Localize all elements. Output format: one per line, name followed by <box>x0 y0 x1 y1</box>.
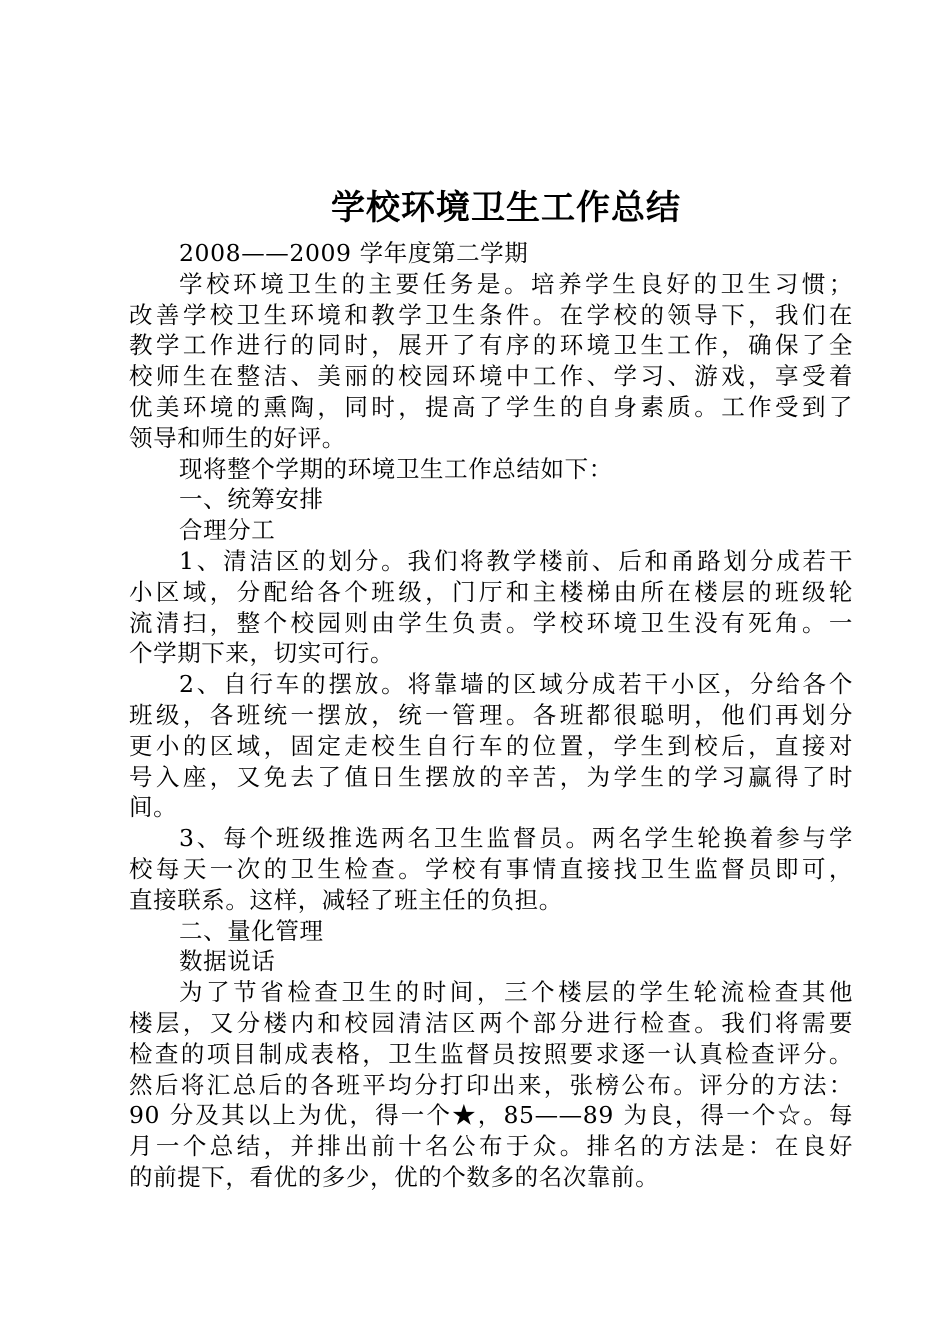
paragraph-line: 2008——2009 学年度第二学期 <box>179 239 529 267</box>
paragraph-line: 校每天一次的卫生检查。学校有事情直接找卫生监督员即可， <box>129 854 853 883</box>
document-body <box>129 238 853 1193</box>
paragraph-line: 楼层，又分楼内和校园清洁区两个部分进行检查。我们将需要 <box>129 1008 853 1037</box>
paragraph-line: 间。 <box>129 793 178 822</box>
paragraph-line: 号入座，又免去了值日生摆放的辛苦，为学生的学习赢得了时 <box>129 762 853 791</box>
paragraph-line: 然后将汇总后的各班平均分打印出来，张榜公布。评分的方法： <box>129 1070 853 1099</box>
paragraph-line: 3、每个班级推选两名卫生监督员。两名学生轮换着参与学 <box>179 824 853 853</box>
paragraph-line: 现将整个学期的环境卫生工作总结如下： <box>179 454 613 483</box>
paragraph-line: 更小的区域，固定走校生自行车的位置，学生到校后，直接对 <box>129 731 853 760</box>
paragraph-line: 流清扫，整个校园则由学生负责。学校环境卫生没有死角。一 <box>129 608 853 637</box>
paragraph-line: 1、清洁区的划分。我们将教学楼前、后和甬路划分成若干 <box>179 546 853 575</box>
document-title: 学校环境卫生工作总结 <box>331 188 681 228</box>
document-page <box>129 178 853 1193</box>
paragraph-line: 二、量化管理 <box>179 916 324 945</box>
paragraph-line: 直接联系。这样，减轻了班主任的负担。 <box>129 885 563 914</box>
paragraph-line: 90 分及其以上为优，得一个★，85——89 为良，得一个☆。每 <box>129 1101 853 1130</box>
paragraph-line: 校师生在整洁、美丽的校园环境中工作、学习、游戏，享受着 <box>129 362 853 391</box>
paragraph-line: 检查的项目制成表格，卫生监督员按照要求逐一认真检查评分。 <box>129 1039 853 1068</box>
paragraph-line: 优美环境的熏陶，同时，提高了学生的自身素质。工作受到了 <box>129 392 853 421</box>
paragraph-line: 个学期下来，切实可行。 <box>129 639 395 668</box>
paragraph-line: 一、统筹安排 <box>179 485 324 514</box>
paragraph-line: 改善学校卫生环境和教学卫生条件。在学校的领导下，我们在 <box>129 300 853 329</box>
paragraph-line: 学校环境卫生的主要任务是。培养学生良好的卫生习惯； <box>179 269 853 298</box>
paragraph-line: 小区域，分配给各个班级，门厅和主楼梯由所在楼层的班级轮 <box>129 577 853 606</box>
paragraph-line: 领导和师生的好评。 <box>129 423 346 452</box>
paragraph-line: 班级，各班统一摆放，统一管理。各班都很聪明，他们再划分 <box>129 700 853 729</box>
paragraph-line: 的前提下，看优的多少，优的个数多的名次靠前。 <box>129 1162 660 1191</box>
paragraph-line: 合理分工 <box>179 516 276 545</box>
paragraph-line: 为了节省检查卫生的时间，三个楼层的学生轮流检查其他 <box>179 978 853 1007</box>
paragraph-line: 2、自行车的摆放。将靠墙的区域分成若干小区，分给各个 <box>179 670 853 699</box>
paragraph-line: 教学工作进行的同时，展开了有序的环境卫生工作，确保了全 <box>129 331 853 360</box>
paragraph-line: 数据说话 <box>179 947 276 976</box>
paragraph-line: 月一个总结，并排出前十名公布于众。排名的方法是：在良好 <box>129 1132 853 1161</box>
